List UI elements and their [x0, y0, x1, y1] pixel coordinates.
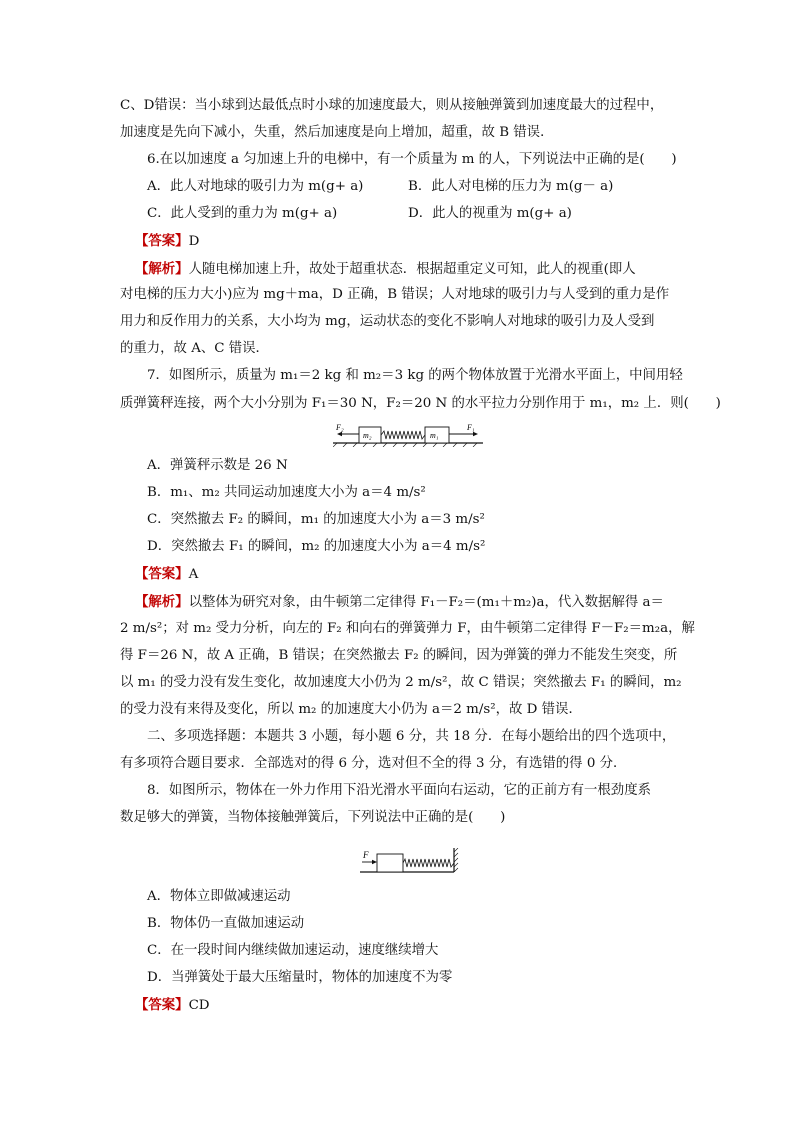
analysis-tag: 【解析】 [135, 594, 189, 610]
answer-value: A [188, 567, 199, 582]
q8-option-a: A．物体立即做减速运动 [147, 889, 291, 904]
question-8-stem: 8．如图所示，物体在一外力作用下沿光滑水平面向右运动，它的正前方有一根劲度系 [147, 783, 651, 798]
analysis-text: 人随电梯加速上升，故处于超重状态．根据超重定义可知，此人的视重(即人 [188, 262, 636, 277]
figure-spring-scale [333, 421, 483, 447]
analysis-text: 的重力，故 A、C 错误． [120, 341, 269, 356]
question-8-stem: 数足够大的弹簧，当物体接触弹簧后，下列说法中正确的是( ) [120, 810, 506, 825]
analysis-text: 得 F＝26 N，故 A 正确，B 错误；在突然撤去 F₂ 的瞬间，因为弹簧的弹力不能发生突变，所 [120, 648, 678, 663]
answer-value: CD [188, 998, 210, 1013]
mass-label-m1: m₁ [430, 431, 439, 440]
q6-answer [135, 232, 199, 251]
force-label-f2: F₂ [336, 423, 344, 432]
q8-option-d: D．当弹簧处于最大压缩量时，物体的加速度不为零 [147, 970, 453, 985]
q6-option-b: B．此人对电梯的压力为 m(g－ a) [408, 179, 614, 194]
q7-option-b: B．m₁、m₂ 共同运动加速度大小为 a＝4 m/s² [147, 485, 426, 500]
analysis-text: 以整体为研究对象，由牛顿第二定律得 F₁－F₂＝(m₁＋m₂)a，代入数据解得 a＝ [188, 595, 664, 610]
q8-answer [135, 996, 210, 1015]
q7-analysis [135, 593, 680, 612]
figure-block-spring [360, 848, 460, 876]
analysis-text: 以 m₁ 的受力没有发生变化，故加速度大小仍为 2 m/s²，故 C 错误；突然撤去 F₁ 的瞬间，m₂ [120, 675, 682, 690]
section-2-heading: 二、多项选择题：本题共 3 小题，每小题 6 分，共 18 分．在每小题给出的四个选项中， [147, 729, 676, 744]
answer-value: D [188, 234, 200, 249]
force-label-f: F [363, 850, 369, 860]
answer-tag: 【答案】 [135, 233, 189, 249]
analysis-text: 对电梯的压力大小)应为 mg＋ma，D 正确，B 错误；人对地球的吸引力与人受到的重力是作 [120, 287, 670, 302]
q7-answer [135, 565, 198, 584]
mass-label-m2: m₂ [363, 431, 372, 440]
q6-option-c: C．此人受到的重力为 m(g+ a) [147, 206, 338, 221]
force-label-f1: F₁ [467, 423, 475, 432]
question-7-stem: 质弹簧秤连接，两个大小分别为 F₁＝30 N，F₂＝20 N 的水平拉力分别作用于 m₁，m₂ 上．则( ) [120, 396, 721, 411]
analysis-text: 加速度是先向下减小，失重，然后加速度是向上增加，超重，故 B 错误． [120, 125, 554, 140]
question-6-stem: 6.在以加速度 a 匀加速上升的电梯中，有一个质量为 m 的人，下列说法中正确的是( ) [147, 152, 677, 167]
q8-option-c: C．在一段时间内继续做加速运动，速度继续增大 [147, 943, 439, 958]
q6-option-d: D．此人的视重为 m(g+ a) [408, 206, 572, 221]
spring-scale [381, 431, 425, 439]
answer-tag: 【答案】 [135, 997, 189, 1013]
section-2-instructions: 有多项符合题目要求．全部选对的得 6 分，选对但不全的得 3 分，有选错的得 0 分． [120, 756, 627, 771]
analysis-text: C、D错误：当小球到达最低点时小球的加速度最大，则从接触弹簧到加速度最大的过程中， [120, 98, 664, 113]
block [377, 854, 403, 872]
question-7-stem: 7．如图所示，质量为 m₁＝2 kg 和 m₂＝3 kg 的两个物体放置于光滑水平面上，中间用轻 [147, 368, 683, 383]
analysis-tag: 【解析】 [135, 261, 189, 277]
q7-option-a: A．弹簧秤示数是 26 N [147, 458, 288, 473]
answer-tag: 【答案】 [135, 566, 189, 582]
q6-option-a: A．此人对地球的吸引力为 m(g+ a) [147, 179, 364, 194]
q7-option-d: D．突然撤去 F₁ 的瞬间，m₂ 的加速度大小为 a＝4 m/s² [147, 539, 486, 554]
analysis-text: 2 m/s²；对 m₂ 受力分析，向左的 F₂ 和向右的弹簧弹力 F，由牛顿第二定律得 F－F₂＝m₂a，解 [120, 621, 695, 636]
analysis-text: 用力和反作用力的关系，大小均为 mg，运动状态的变化不影响人对地球的吸引力及人受到 [120, 314, 655, 329]
spring [403, 859, 454, 867]
q8-option-b: B．物体仍一直做加速运动 [147, 916, 305, 931]
q7-option-c: C．突然撤去 F₂ 的瞬间，m₁ 的加速度大小为 a＝3 m/s² [147, 512, 485, 527]
analysis-text: 的受力没有来得及变化，所以 m₂ 的加速度大小仍为 a＝2 m/s²，故 D 错误． [120, 702, 582, 717]
q6-analysis [135, 260, 680, 279]
